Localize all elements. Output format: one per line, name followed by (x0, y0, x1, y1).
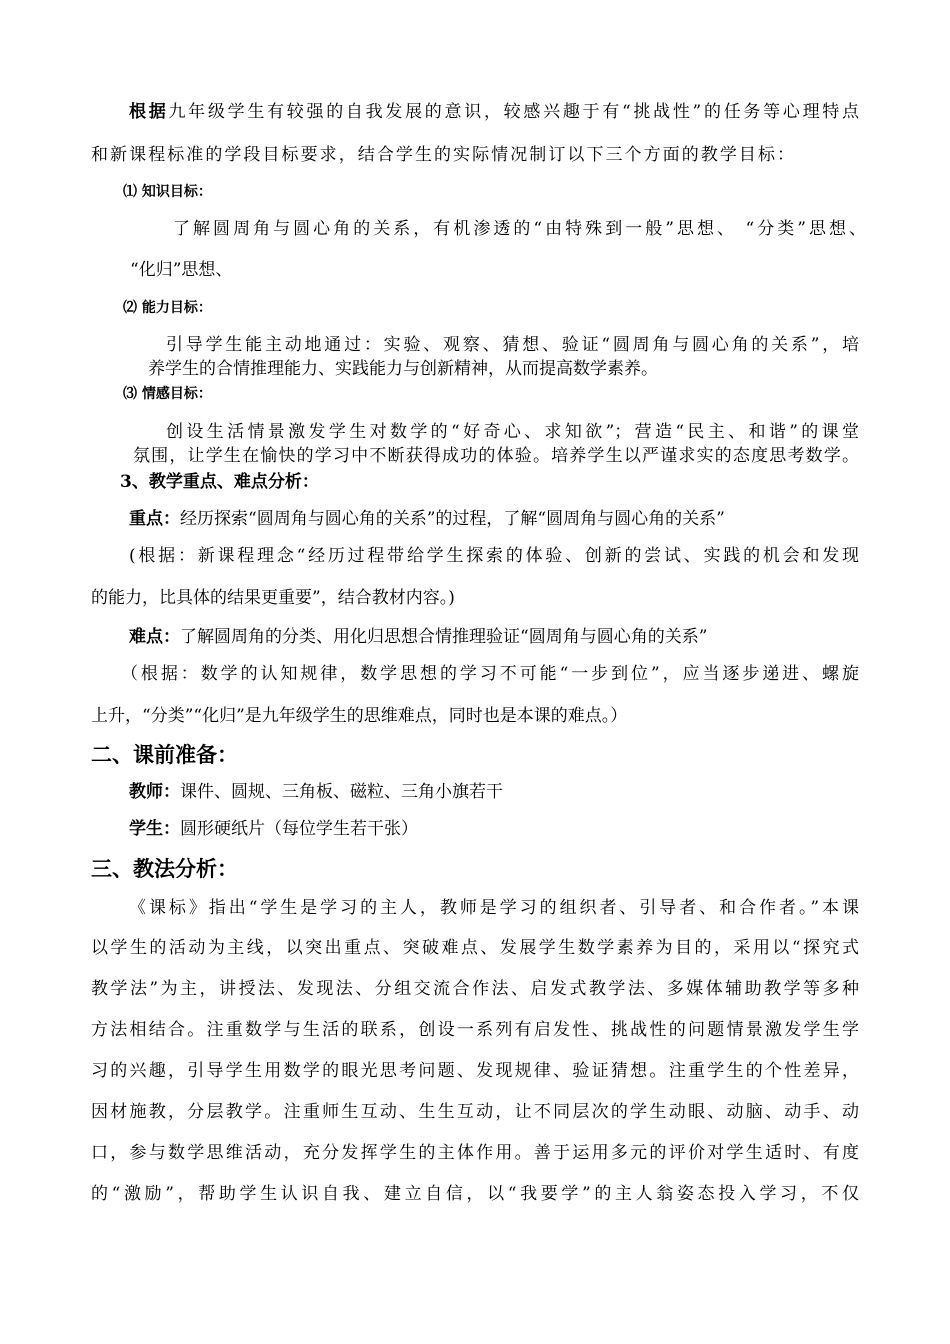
emotion-goal-line-2: 氛围，让学生在愉快的学习中不断获得成功的体验。培养学生以严谨求实的态度思考数学。 (133, 446, 859, 466)
difficult-basis-line-1: （根据：数学的认知规律，数学思想的学习不可能“一步到位”，应当逐步递进、螺旋 (121, 664, 859, 684)
key-point-text: 经历探索“圆周角与圆心角的关系”的过程，了解“圆周角与圆心角的关系” (180, 509, 725, 529)
key-basis-line-2: 的能力，比具体的结果更重要”，结合教材内容。) (91, 588, 455, 608)
intro-line-1 (129, 101, 859, 123)
method-line-1: 《课标》指出“学生是学习的主人，教师是学习的组织者、引导者、和合作者。”本课 (129, 898, 859, 918)
prep-student-text: 圆形硬纸片（每位学生若干张） (180, 819, 418, 839)
prep-student (129, 818, 418, 840)
difficult-point-text: 了解圆周角的分类、用化归思想合情推理验证“圆周角与圆心角的关系” (180, 627, 708, 647)
ability-goal-line-2: 养学生的合情推理能力、实践能力与创新精神，从而提高数学素养。 (148, 359, 658, 379)
knowledge-goal-line-2: “化归”思想、 (130, 260, 233, 280)
method-line-2: 以学生的活动为主线，以突出重点、突破难点、发展学生数学素养为目的，采用以“探究式 (91, 938, 859, 958)
method-line-4: 方法相结合。注重数学与生活的联系，创设一系列有启发性、挑战性的问题情景激发学生学 (91, 1020, 859, 1040)
knowledge-goal-heading: ⑴ 知识目标： (123, 184, 212, 200)
ability-goal-heading: ⑵ 能力目标： (123, 300, 212, 316)
prep-heading: 二、课前准备： (91, 743, 238, 767)
intro-line-2: 和新课程标准的学段目标要求，结合学生的实际情况制订以下三个方面的教学目标： (91, 145, 794, 165)
section-3-heading: 3、教学重点、难点分析： (120, 472, 319, 492)
ability-goal-line-1: 引导学生能主动地通过：实验、观察、猜想、验证“圆周角与圆心角的关系”，培 (166, 335, 859, 355)
method-heading: 三、教法分析： (91, 857, 238, 881)
method-line-3: 教学法”为主，讲授法、发现法、分组交流合作法、启发式教学法、多媒体辅助教学等多种 (91, 979, 859, 999)
method-line-5: 习的兴趣，引导学生用数学的眼光思考问题、发现规律、验证猜想。注重学生的个性差异， (91, 1061, 859, 1081)
prep-teacher (129, 781, 503, 803)
emotion-goal-line-1: 创设生活情景激发学生对数学的“好奇心、求知欲”；营造“民主、和谐”的课堂 (166, 422, 859, 442)
difficult-point-label: 难点： (129, 627, 180, 647)
method-line-6: 因材施教，分层教学。注重师生互动、生生互动，让不同层次的学生动眼、动脑、动手、动 (91, 1102, 859, 1122)
method-line-7: 口，参与数学思维活动，充分发挥学生的主体作用。善于运用多元的评价对学生适时、有度 (91, 1143, 859, 1163)
prep-teacher-label: 教师： (129, 782, 180, 802)
difficult-basis-line-2: 上升，“分类”“化归”是九年级学生的思维难点，同时也是本课的难点。） (91, 706, 628, 726)
key-basis-line-1: (根据：新课程理念“经历过程带给学生探索的体验、创新的尝试、实践的机会和发现 (129, 546, 859, 566)
intro-line-1-text: 九年级学生有较强的自我发展的意识，较感兴趣于有“挑战性”的任务等心理特点 (168, 102, 860, 122)
emotion-goal-heading: ⑶ 情感目标： (123, 386, 212, 402)
knowledge-goal-line-1: 了解圆周角与圆心角的关系，有机渗透的“由特殊到一般”思想、 “分类”思想、 (173, 219, 866, 239)
intro-lead: 根据 (129, 102, 169, 122)
prep-teacher-text: 课件、圆规、三角板、磁粒、三角小旗若干 (180, 782, 503, 802)
difficult-point (129, 626, 707, 648)
key-point-label: 重点： (129, 509, 180, 529)
key-point (129, 508, 725, 530)
prep-student-label: 学生： (129, 819, 180, 839)
method-line-8: 的“激励”，帮助学生认识自我、建立自信，以“我要学”的主人翁姿态投入学习，不仅 (91, 1184, 859, 1204)
